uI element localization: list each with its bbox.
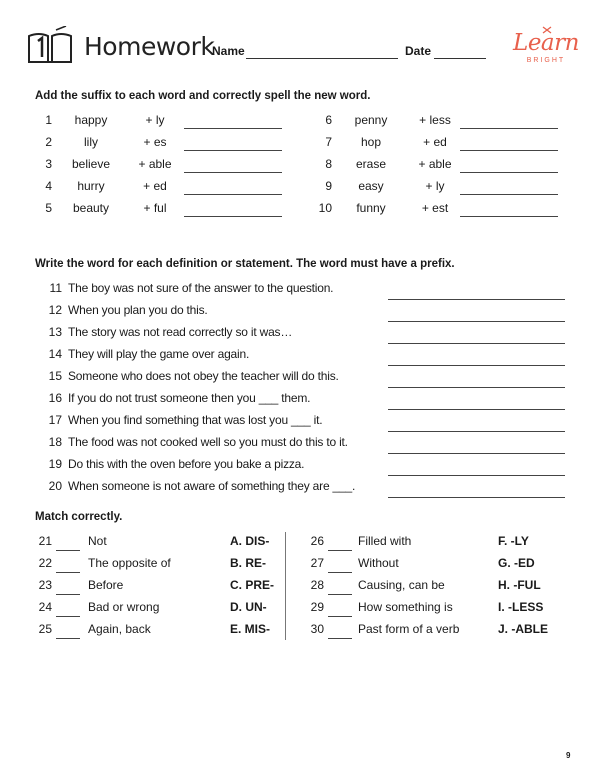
item-number: 15 (48, 369, 62, 383)
item-number: 9 (325, 179, 332, 193)
open-book-icon (26, 26, 74, 66)
definition-text: If you do not trust someone then you ___ them. (68, 391, 311, 405)
base-word: funny (356, 201, 386, 215)
item-number: 17 (48, 413, 62, 427)
logo-word: Learn (513, 30, 579, 56)
match-option: A. DIS- (230, 534, 270, 548)
answer-line[interactable] (184, 150, 282, 151)
item-number: 22 (38, 556, 52, 570)
suffix-label: + ful (143, 201, 167, 215)
item-number: 4 (45, 179, 52, 193)
match-clue: Filled with (358, 534, 412, 548)
answer-blank[interactable] (328, 572, 352, 573)
page-title: Homework (84, 32, 215, 61)
column-divider (285, 532, 286, 640)
match-option: D. UN- (230, 600, 267, 614)
definition-text: Do this with the oven before you bake a pizza. (68, 457, 305, 471)
answer-line[interactable] (388, 387, 565, 388)
item-number: 16 (48, 391, 62, 405)
answer-line[interactable] (388, 343, 565, 344)
item-number: 7 (325, 135, 332, 149)
match-option: J. -ABLE (498, 622, 549, 636)
base-word: lily (84, 135, 98, 149)
suffix-item (314, 179, 574, 201)
answer-line[interactable] (184, 216, 282, 217)
answer-blank[interactable] (56, 616, 80, 617)
item-number: 19 (48, 457, 62, 471)
suffix-item (314, 201, 574, 223)
item-number: 26 (310, 534, 324, 548)
suffix-label: + able (138, 157, 172, 171)
match-option: H. -FUL (498, 578, 541, 592)
suffix-item (34, 113, 294, 135)
match-option: I. -LESS (498, 600, 544, 614)
base-word: erase (355, 157, 387, 171)
answer-blank[interactable] (328, 594, 352, 595)
prefix-item (44, 303, 384, 325)
base-word: hop (360, 135, 382, 149)
suffix-label: + est (421, 201, 449, 215)
item-number: 27 (310, 556, 324, 570)
answer-line[interactable] (460, 128, 558, 129)
item-number: 8 (325, 157, 332, 171)
prefix-item (44, 435, 384, 457)
answer-blank[interactable] (328, 550, 352, 551)
answer-line[interactable] (388, 497, 565, 498)
prefix-item (44, 325, 384, 347)
match-option: F. -LY (498, 534, 529, 548)
item-number: 1 (45, 113, 52, 127)
match-item (306, 622, 566, 644)
answer-blank[interactable] (56, 594, 80, 595)
suffix-item (34, 157, 294, 179)
prefix-item (44, 457, 384, 479)
answer-line[interactable] (184, 194, 282, 195)
learn-bright-logo (506, 26, 586, 70)
item-number: 24 (38, 600, 52, 614)
answer-blank[interactable] (56, 638, 80, 639)
item-number: 11 (49, 281, 62, 295)
answer-line[interactable] (388, 321, 565, 322)
item-number: 21 (38, 534, 52, 548)
suffix-label: + ed (423, 135, 447, 149)
item-number: 2 (45, 135, 52, 149)
match-item (34, 534, 294, 556)
suffix-label: + ed (143, 179, 167, 193)
answer-line[interactable] (184, 172, 282, 173)
item-number: 23 (38, 578, 52, 592)
answer-line[interactable] (388, 475, 565, 476)
base-word: believe (71, 157, 111, 171)
suffix-label: + ly (425, 179, 445, 193)
item-number: 14 (48, 347, 62, 361)
match-option: B. RE- (230, 556, 266, 570)
answer-line[interactable] (388, 409, 565, 410)
match-item (34, 578, 294, 600)
suffix-item (34, 201, 294, 223)
suffix-label: + ly (145, 113, 165, 127)
item-number: 10 (318, 201, 332, 215)
answer-line[interactable] (184, 128, 282, 129)
match-option: C. PRE- (230, 578, 275, 592)
answer-line[interactable] (388, 299, 565, 300)
item-number: 3 (45, 157, 52, 171)
base-word: hurry (77, 179, 105, 193)
match-item (306, 556, 566, 578)
answer-blank[interactable] (56, 572, 80, 573)
prefix-item (44, 281, 384, 303)
answer-blank[interactable] (328, 616, 352, 617)
match-section-heading: Match correctly. (35, 511, 123, 523)
item-number: 29 (310, 600, 324, 614)
suffix-item (314, 135, 574, 157)
page-number: 9 (566, 751, 571, 760)
definition-text: Someone who does not obey the teacher will do this. (68, 369, 339, 383)
prefix-item (44, 479, 384, 501)
suffix-section-heading: Add the suffix to each word and correctly spell the new word. (35, 90, 371, 102)
item-number: 13 (48, 325, 62, 339)
answer-line[interactable] (460, 150, 558, 151)
name-label: Name (212, 44, 245, 58)
page-header (24, 24, 584, 74)
item-number: 18 (48, 435, 62, 449)
answer-blank[interactable] (328, 638, 352, 639)
answer-line[interactable] (460, 216, 558, 217)
prefix-item (44, 413, 384, 435)
suffix-item (314, 113, 574, 135)
base-word: penny (354, 113, 388, 127)
match-item (34, 556, 294, 578)
item-number: 5 (45, 201, 52, 215)
match-clue: The opposite of (88, 556, 171, 570)
prefix-item (44, 369, 384, 391)
match-option: G. -ED (498, 556, 535, 570)
match-clue: Past form of a verb (358, 622, 460, 636)
definition-text: The story was not read correctly so it was… (68, 325, 293, 339)
definition-text: When someone is not aware of something they are ___. (68, 479, 356, 493)
suffix-item (34, 135, 294, 157)
match-item (306, 534, 566, 556)
answer-line[interactable] (460, 194, 558, 195)
answer-line[interactable] (388, 431, 565, 432)
base-word: beauty (72, 201, 110, 215)
suffix-label: + es (143, 135, 167, 149)
definition-text: The food was not cooked well so you must do this to it. (68, 435, 348, 449)
date-field[interactable] (434, 58, 486, 59)
answer-line[interactable] (388, 453, 565, 454)
item-number: 30 (310, 622, 324, 636)
answer-blank[interactable] (56, 550, 80, 551)
match-clue: Before (88, 578, 124, 592)
date-label: Date (405, 44, 432, 58)
definition-text: When you find something that was lost you ___ it. (68, 413, 323, 427)
base-word: easy (358, 179, 384, 193)
match-clue: How something is (358, 600, 453, 614)
suffix-label: + less (419, 113, 451, 127)
base-word: happy (74, 113, 108, 127)
item-number: 12 (48, 303, 62, 317)
match-clue: Bad or wrong (88, 600, 160, 614)
item-number: 6 (325, 113, 332, 127)
suffix-item (34, 179, 294, 201)
suffix-label: + able (418, 157, 452, 171)
prefix-item (44, 391, 384, 413)
suffix-item (314, 157, 574, 179)
match-clue: Causing, can be (358, 578, 445, 592)
answer-line[interactable] (460, 172, 558, 173)
answer-line[interactable] (388, 365, 565, 366)
match-item (306, 600, 566, 622)
match-clue: Again, back (88, 622, 151, 636)
match-item (34, 622, 294, 644)
match-option: E. MIS- (230, 622, 271, 636)
match-clue: Not (88, 534, 107, 548)
item-number: 28 (310, 578, 324, 592)
match-clue: Without (358, 556, 399, 570)
item-number: 25 (38, 622, 52, 636)
definition-text: The boy was not sure of the answer to the question. (68, 281, 334, 295)
logo-subtitle: BRIGHT (526, 57, 566, 64)
definition-text: They will play the game over again. (68, 347, 250, 361)
item-number: 20 (48, 479, 62, 493)
name-field[interactable] (246, 58, 398, 59)
match-item (34, 600, 294, 622)
definition-text: When you plan you do this. (68, 303, 208, 317)
prefix-section-heading: Write the word for each definition or statement. The word must have a prefix. (35, 258, 455, 270)
match-item (306, 578, 566, 600)
prefix-item (44, 347, 384, 369)
